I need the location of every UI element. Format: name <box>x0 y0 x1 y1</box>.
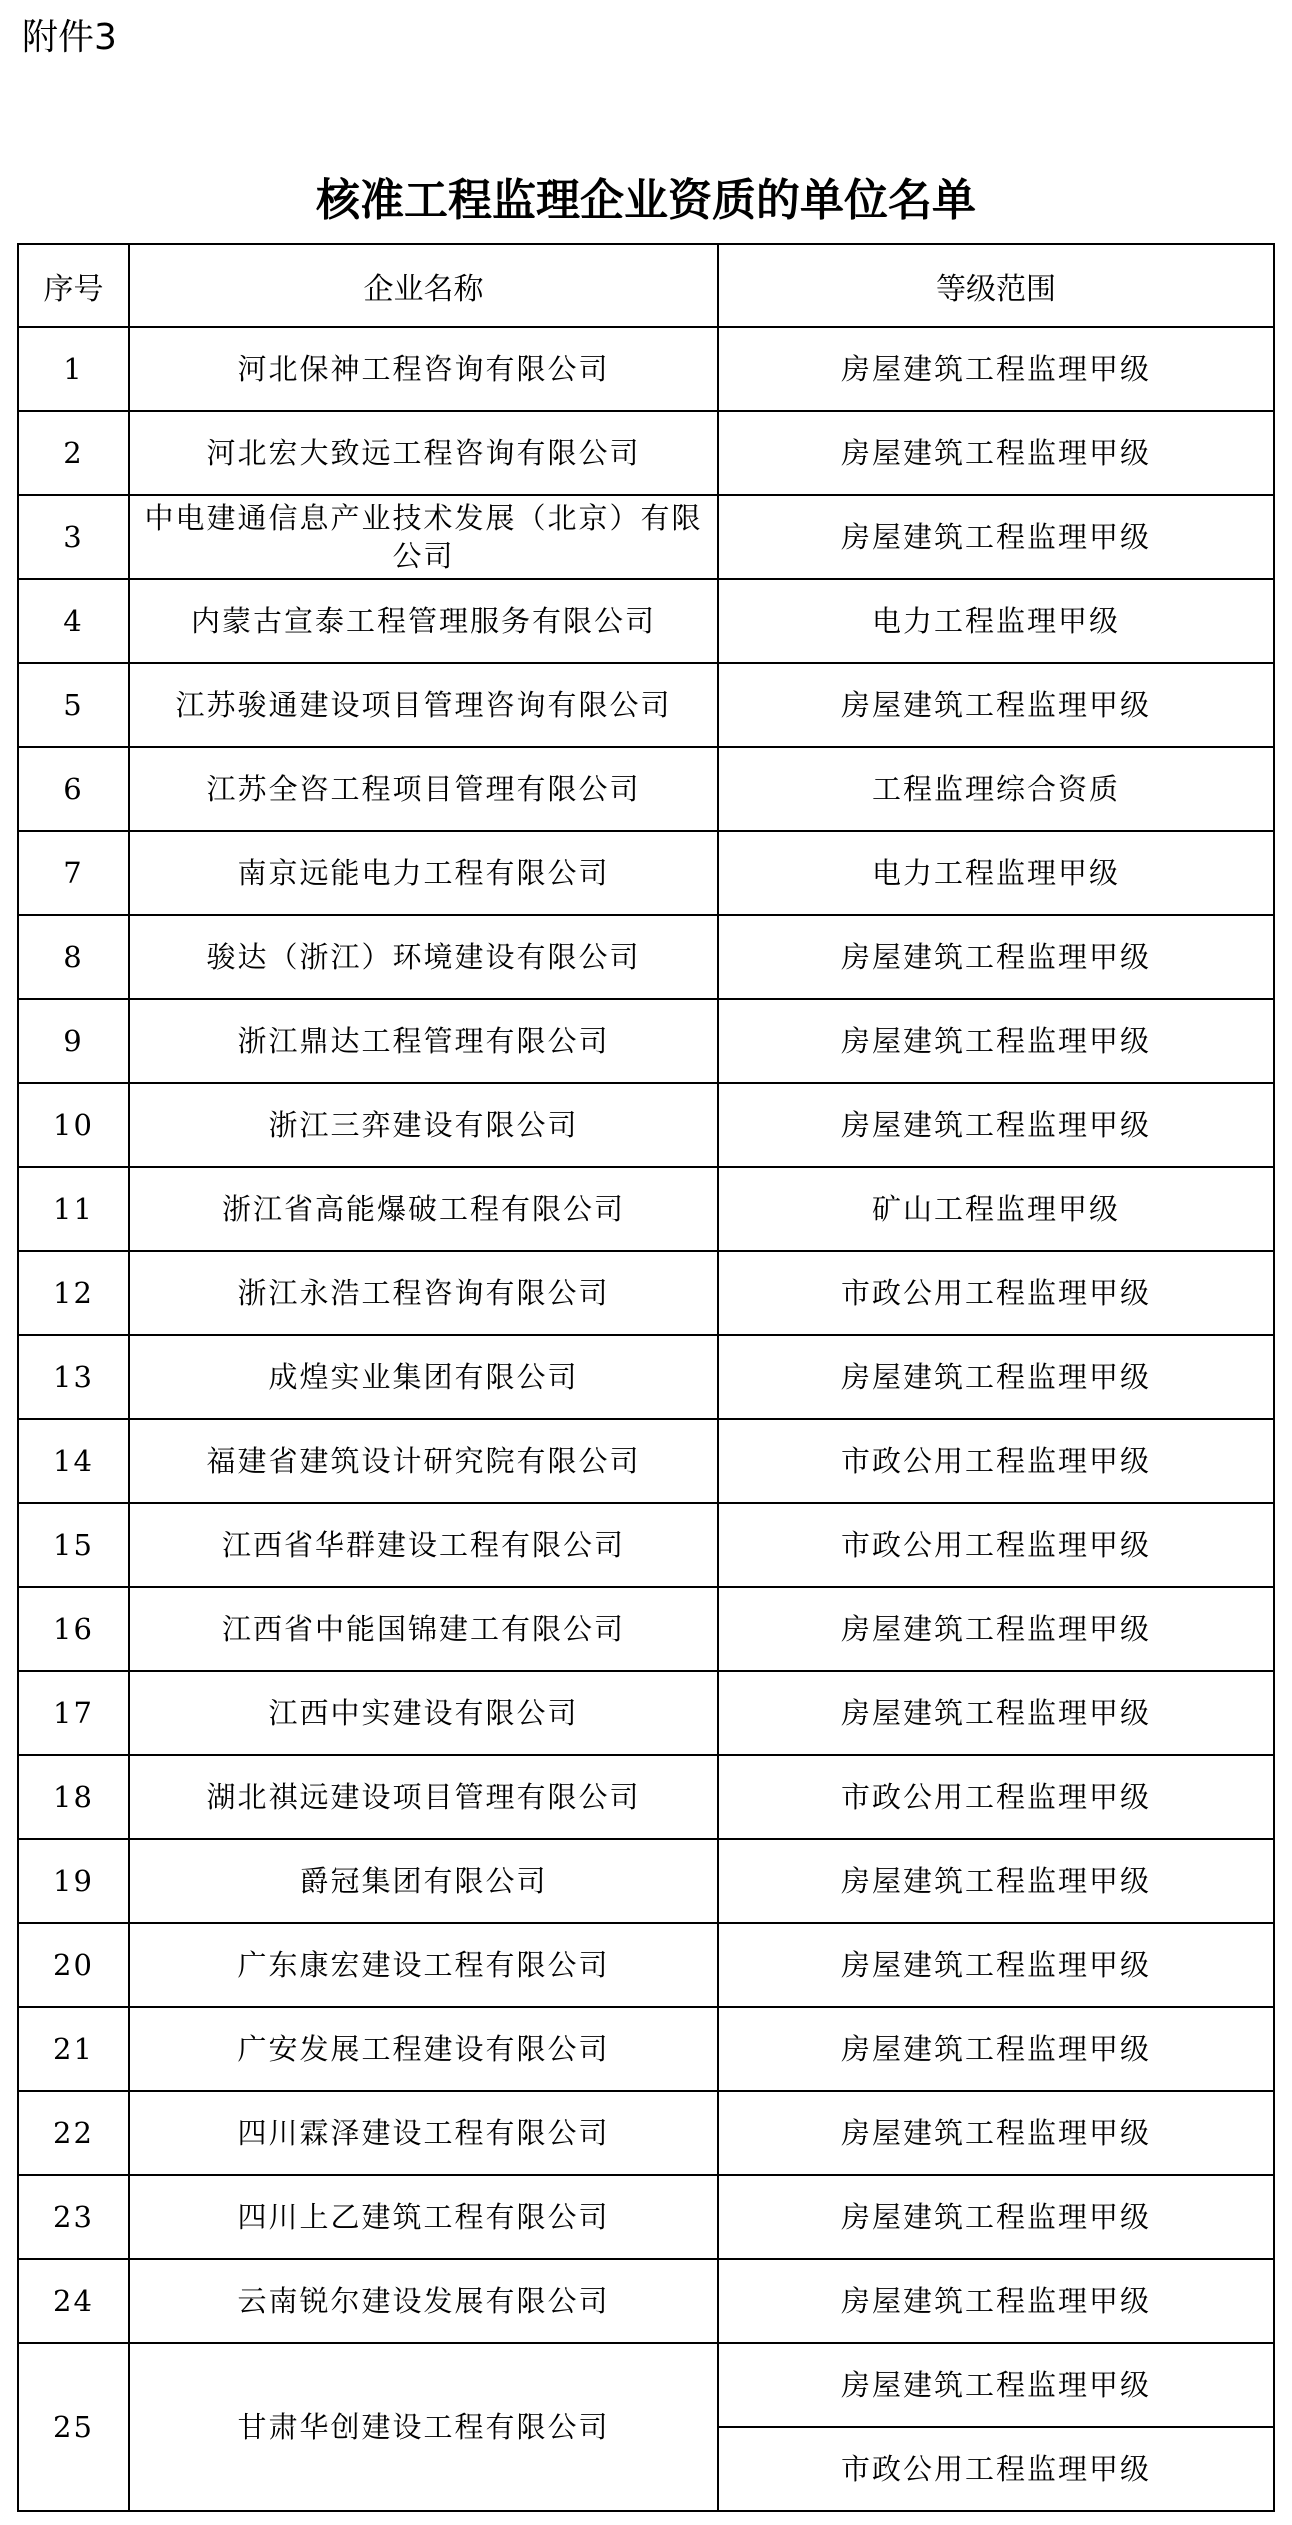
table-row <box>18 1671 1274 1755</box>
table-row <box>18 2175 1274 2259</box>
row-scope: 房屋建筑工程监理甲级 <box>718 1839 1274 1923</box>
row-scope: 房屋建筑工程监理甲级 <box>718 411 1274 495</box>
row-seq: 7 <box>18 831 129 915</box>
row-company-name: 四川霖泽建设工程有限公司 <box>129 2091 718 2175</box>
row-company-name: 云南锐尔建设发展有限公司 <box>129 2259 718 2343</box>
table-row <box>18 327 1274 411</box>
row-scope: 房屋建筑工程监理甲级 <box>718 999 1274 1083</box>
row-company-name: 河北保神工程咨询有限公司 <box>129 327 718 411</box>
row-company-name: 江西中实建设有限公司 <box>129 1671 718 1755</box>
row-scope: 房屋建筑工程监理甲级 <box>718 2343 1274 2427</box>
table-row <box>18 1251 1274 1335</box>
table-row <box>18 1083 1274 1167</box>
row-company-name: 四川上乙建筑工程有限公司 <box>129 2175 718 2259</box>
row-scope: 市政公用工程监理甲级 <box>718 1755 1274 1839</box>
row-seq: 10 <box>18 1083 129 1167</box>
row-scope: 市政公用工程监理甲级 <box>718 2427 1274 2511</box>
row-company-name: 江西省华群建设工程有限公司 <box>129 1503 718 1587</box>
table-row <box>18 747 1274 831</box>
row-scope: 矿山工程监理甲级 <box>718 1167 1274 1251</box>
row-company-name: 内蒙古宣泰工程管理服务有限公司 <box>129 579 718 663</box>
row-company-name: 浙江鼎达工程管理有限公司 <box>129 999 718 1083</box>
table-row <box>18 2091 1274 2175</box>
table-row <box>18 1839 1274 1923</box>
header-company-name: 企业名称 <box>129 244 718 327</box>
company-table <box>17 243 1275 2512</box>
row-company-name: 浙江省高能爆破工程有限公司 <box>129 1167 718 1251</box>
row-company-name: 广东康宏建设工程有限公司 <box>129 1923 718 2007</box>
table-header-row <box>18 244 1274 327</box>
header-seq: 序号 <box>18 244 129 327</box>
row-seq: 5 <box>18 663 129 747</box>
row-scope: 工程监理综合资质 <box>718 747 1274 831</box>
row-seq: 4 <box>18 579 129 663</box>
row-seq: 13 <box>18 1335 129 1419</box>
row-scope: 电力工程监理甲级 <box>718 831 1274 915</box>
row-scope: 房屋建筑工程监理甲级 <box>718 1671 1274 1755</box>
table-row <box>18 495 1274 579</box>
row-company-name: 湖北祺远建设项目管理有限公司 <box>129 1755 718 1839</box>
row-company-name: 成煌实业集团有限公司 <box>129 1335 718 1419</box>
table-row <box>18 2007 1274 2091</box>
row-company-name: 甘肃华创建设工程有限公司 <box>129 2343 718 2511</box>
row-scope: 房屋建筑工程监理甲级 <box>718 1923 1274 2007</box>
table-row <box>18 1419 1274 1503</box>
table-row <box>18 2259 1274 2343</box>
row-seq: 6 <box>18 747 129 831</box>
table-row <box>18 831 1274 915</box>
row-company-name: 骏达（浙江）环境建设有限公司 <box>129 915 718 999</box>
row-seq: 15 <box>18 1503 129 1587</box>
row-scope: 市政公用工程监理甲级 <box>718 1503 1274 1587</box>
row-seq: 24 <box>18 2259 129 2343</box>
row-company-name: 江苏骏通建设项目管理咨询有限公司 <box>129 663 718 747</box>
table-row <box>18 1587 1274 1671</box>
table-row <box>18 999 1274 1083</box>
table-row <box>18 1923 1274 2007</box>
row-scope: 房屋建筑工程监理甲级 <box>718 2259 1274 2343</box>
row-seq: 22 <box>18 2091 129 2175</box>
table-row <box>18 1335 1274 1419</box>
row-scope: 房屋建筑工程监理甲级 <box>718 915 1274 999</box>
header-scope: 等级范围 <box>718 244 1274 327</box>
row-scope: 房屋建筑工程监理甲级 <box>718 1335 1274 1419</box>
row-scope: 市政公用工程监理甲级 <box>718 1419 1274 1503</box>
page-title: 核准工程监理企业资质的单位名单 <box>316 175 976 226</box>
row-company-name: 浙江三弈建设有限公司 <box>129 1083 718 1167</box>
row-seq: 9 <box>18 999 129 1083</box>
row-seq: 8 <box>18 915 129 999</box>
row-scope: 市政公用工程监理甲级 <box>718 1251 1274 1335</box>
row-seq: 11 <box>18 1167 129 1251</box>
row-scope: 房屋建筑工程监理甲级 <box>718 2091 1274 2175</box>
row-seq: 14 <box>18 1419 129 1503</box>
row-seq: 21 <box>18 2007 129 2091</box>
row-company-name: 江苏全咨工程项目管理有限公司 <box>129 747 718 831</box>
row-company-name: 浙江永浩工程咨询有限公司 <box>129 1251 718 1335</box>
row-company-name: 中电建通信息产业技术发展（北京）有限公司 <box>129 495 718 579</box>
row-seq: 25 <box>18 2343 129 2511</box>
row-company-name: 南京远能电力工程有限公司 <box>129 831 718 915</box>
table-row <box>18 411 1274 495</box>
row-scope: 电力工程监理甲级 <box>718 579 1274 663</box>
row-seq: 20 <box>18 1923 129 2007</box>
row-seq: 2 <box>18 411 129 495</box>
row-scope: 房屋建筑工程监理甲级 <box>718 663 1274 747</box>
row-company-name: 广安发展工程建设有限公司 <box>129 2007 718 2091</box>
row-scope: 房屋建筑工程监理甲级 <box>718 2175 1274 2259</box>
row-company-name: 河北宏大致远工程咨询有限公司 <box>129 411 718 495</box>
row-scope: 房屋建筑工程监理甲级 <box>718 495 1274 579</box>
table-row <box>18 1167 1274 1251</box>
row-seq: 16 <box>18 1587 129 1671</box>
row-scope: 房屋建筑工程监理甲级 <box>718 327 1274 411</box>
row-seq: 23 <box>18 2175 129 2259</box>
row-seq: 17 <box>18 1671 129 1755</box>
table-row <box>18 1503 1274 1587</box>
row-company-name: 福建省建筑设计研究院有限公司 <box>129 1419 718 1503</box>
table-row <box>18 579 1274 663</box>
row-scope: 房屋建筑工程监理甲级 <box>718 2007 1274 2091</box>
row-company-name: 爵冠集团有限公司 <box>129 1839 718 1923</box>
row-company-name: 江西省中能国锦建工有限公司 <box>129 1587 718 1671</box>
attachment-label: 附件3 <box>22 17 117 58</box>
row-seq: 12 <box>18 1251 129 1335</box>
row-seq: 18 <box>18 1755 129 1839</box>
table-row <box>18 1755 1274 1839</box>
table-row <box>18 2343 1274 2427</box>
table-row <box>18 663 1274 747</box>
row-scope: 房屋建筑工程监理甲级 <box>718 1083 1274 1167</box>
row-seq: 3 <box>18 495 129 579</box>
table-row <box>18 915 1274 999</box>
row-scope: 房屋建筑工程监理甲级 <box>718 1587 1274 1671</box>
row-seq: 19 <box>18 1839 129 1923</box>
table-body <box>18 327 1274 2511</box>
row-seq: 1 <box>18 327 129 411</box>
